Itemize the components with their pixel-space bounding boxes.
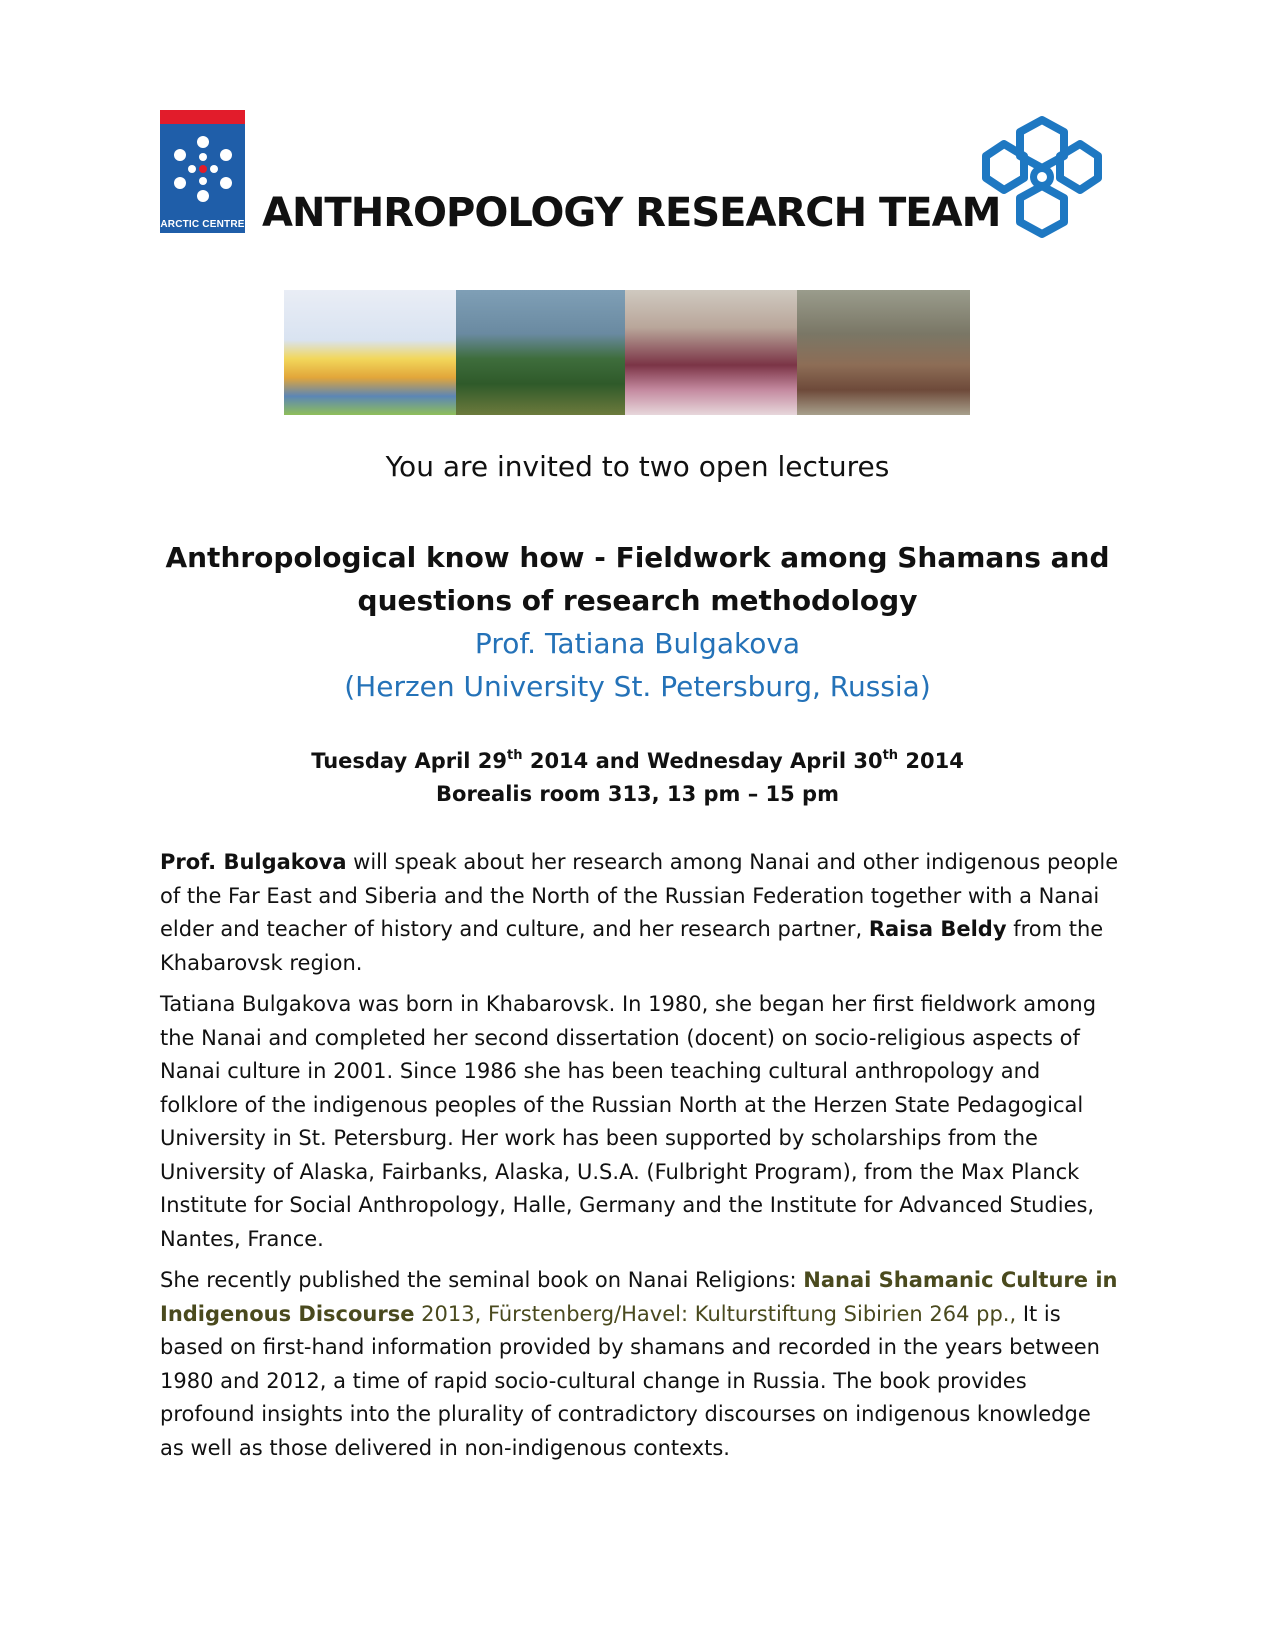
- photo-strip: [284, 290, 970, 415]
- snowflake-logo-icon: [982, 112, 1102, 242]
- lecture-title-line2: questions of research methodology: [357, 584, 918, 617]
- elder-woman-photo: [797, 290, 970, 415]
- page-title: ANTHROPOLOGY RESEARCH TEAM: [262, 190, 1001, 236]
- body-text: [160, 846, 1120, 1473]
- logo-red-bar: [160, 110, 245, 124]
- date-sup1: th: [507, 747, 523, 763]
- speaker-affiliation: (Herzen University St. Petersburg, Russia): [344, 670, 931, 703]
- lecture-title-line1: Anthropological know how - Fieldwork among Shamans and: [165, 541, 1110, 574]
- book-title: Nanai Shamanic Culture in Indigenous Discourse: [160, 1268, 1118, 1326]
- schedule-room: Borealis room 313, 13 pm – 15 pm: [436, 782, 839, 806]
- dancers-photo: [456, 290, 625, 415]
- speaker-bold-name: Prof. Bulgakova: [160, 850, 347, 874]
- schedule: [160, 745, 1115, 811]
- date-day1: Tuesday April 29: [311, 749, 508, 773]
- invitation-line: You are invited to two open lectures: [385, 450, 890, 483]
- date-mid: 2014 and Wednesday April 30: [522, 749, 883, 773]
- speaker-name: Prof. Tatiana Bulgakova: [474, 627, 801, 660]
- date-end: 2014: [898, 749, 964, 773]
- paragraph-book: [160, 1264, 1120, 1465]
- paragraph-book-text2: It is based on first-hand information provided by shamans and recorded in the years between 1980 and 2012, a time of rapid socio-cultural change in Russia. The book provides profound insights into the plurality of contradictory discourses on indigenous knowledge as well as those delivered in non-indigenous contexts.: [160, 1301, 1100, 1460]
- speaker-block: [160, 622, 1115, 708]
- partner-bold-name: Raisa Beldy: [868, 917, 1007, 941]
- paragraph-biography: Tatiana Bulgakova was born in Khabarovsk. In 1980, she began her first fieldwork among the Nanai and completed her second dissertation (docent) on socio-religious aspects of Nanai culture in 2001. Since 1986 she has been teaching cultural anthropology and folklore of the indigenous peoples of the Russian North at the Herzen State Pedagogical University in St. Petersburg. Her work has been supported by scholarships from the University of Alaska, Fairbanks, Alaska, U.S.A. (Fulbright Program), from the Max Planck Institute for Social Anthropology, Halle, Germany and the Institute for Advanced Studies, Nantes, France.: [160, 992, 1097, 1251]
- arctic-centre-logo: [160, 110, 245, 233]
- logo-text: ARCTIC CENTRE: [160, 219, 245, 230]
- children-drawing-photo: [284, 290, 456, 415]
- paragraph-intro-text2: from the Khabarovsk region.: [160, 917, 1104, 975]
- lecture-title: [160, 536, 1115, 622]
- children-group-photo: [625, 290, 797, 415]
- schedule-dates: [160, 745, 1115, 778]
- paragraph-intro: [160, 846, 1120, 980]
- date-sup2: th: [882, 747, 899, 763]
- paragraph-book-text1: She recently published the seminal book on Nanai Religions:: [160, 1268, 804, 1292]
- book-publisher: 2013, Fürstenberg/Havel: Kulturstiftung Sibirien 264 pp.,: [414, 1301, 1017, 1326]
- paragraph-intro-text1: will speak about her research among Nanai and other indigenous people of the Far East and Siberia and the North of the Russian Federation together with a Nanai elder and teacher of history and culture, and her research partner,: [160, 850, 1119, 941]
- snowflake-icon: [170, 132, 236, 206]
